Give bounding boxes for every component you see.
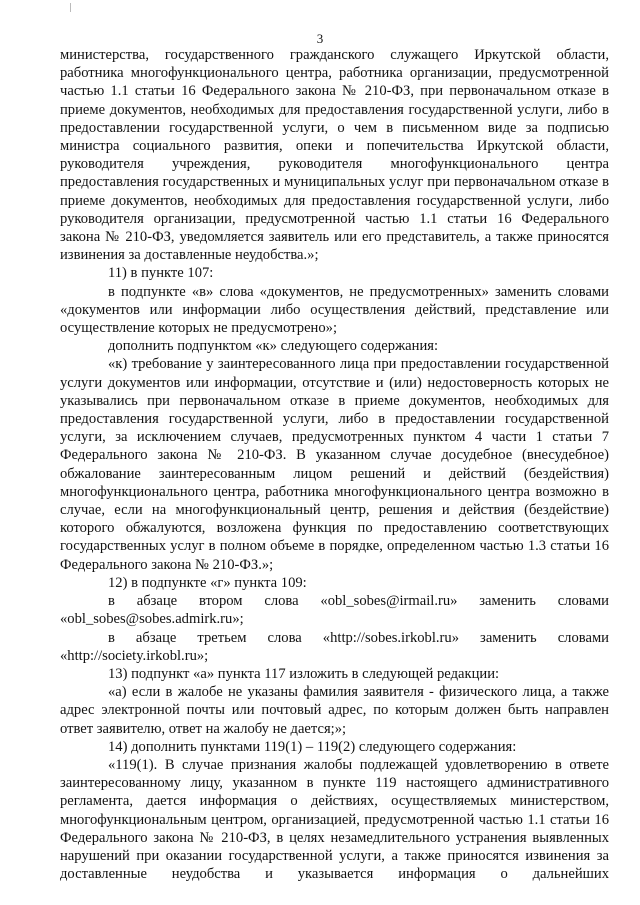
- page-number: 3: [316, 31, 324, 46]
- paragraph-9: 13) подпункт «а» пункта 117 изложить в следующей редакции:: [108, 665, 500, 682]
- scan-mark: [70, 3, 71, 12]
- document-body: [60, 46, 609, 883]
- paragraph-11: 14) дополнить пунктами 119(1) – 119(2) следующего содержания:: [108, 738, 517, 755]
- paragraph-4: дополнить подпунктом «к» следующего содержания:: [108, 338, 439, 355]
- paragraph-7: в абзаце втором слова «obl_sobes@irmail.ru» заменить словами «obl_sobes@sobes.admirk.ru»;: [60, 593, 609, 628]
- paragraph-10: «а) если в жалобе не указаны фамилия заявителя - физического лица, а также адрес электронной почты или почтовый адрес, по которым должен быть направлен ответ заявителю, ответ на жалобу не дается;»;: [60, 684, 609, 737]
- paragraph-8: в абзаце третьем слова «http://sobes.irkobl.ru» заменить словами «http://society.irkobl.ru»;: [60, 629, 609, 664]
- paragraph-3: в подпункте «в» слова «документов, не предусмотренных» заменить словами «документов или информации либо осуществления действий, представление или осуществление которых не предусмотрено»;: [60, 283, 609, 337]
- paragraph-2: 11) в пункте 107:: [108, 265, 214, 282]
- paragraph-12: «119(1). В случае признания жалобы подлежащей удовлетворению в ответе заинтересованному лицу, указанном в пункте 119 настоящего административного регламента, дается информация о действиях, осуществляемых министерством, многофункциональным центром, организацией, предусмотренной частью 1.1 статьи 16 Федерального закона № 210-ФЗ, в целях незамедлительного устранения выявленных нарушений при оказании государственной услуги, а также приносятся извинения за доставленные неудобства и указывается информация о дальнейших: [60, 756, 609, 883]
- paragraph-1: министерства, государственного гражданского служащего Иркутской области, работника многофункционального центра, работника организации, предусмотренной частью 1.1 статьи 16 Федерального закона № 210-ФЗ, при первоначальном отказе в приеме документов, необходимых для предоставления государственной услуги, либо в предоставлении государственной услуги, о чем в письменном виде за подписью министра социального развития, опеки и попечительства Иркутской области, руководителя учреждения, руководителя многофункционального центра предоставления государственных и муниципальных услуг при первоначальном отказе в приеме документов, необходимых для предоставления государственной услуги, либо руководителя организации, предусмотренной частью 1.1 статьи 16 Федерального закона № 210-ФЗ, уведомляется заявитель или его представитель, а также приносятся извинения за доставленные неудобства.»;: [60, 47, 609, 264]
- paragraph-6: 12) в подпункте «г» пункта 109:: [108, 574, 307, 591]
- paragraph-5: «к) требование у заинтересованного лица при предоставлении государственной услуги документов или информации, отсутствие и (или) недостоверность которых не указывались при первоначальном отказе в приеме документов, необходимых для предоставления государственной услуги, либо в предоставлении государственной услуги, за исключением случаев, предусмотренных пунктом 4 части 1 статьи 7 Федерального закона № 210-ФЗ. В указанном случае досудебное (внесудебное) обжалование заинтересованным лицом решений и действий (бездействия) многофункционального центра, работника многофункционального центра возможно в случае, если на многофункциональный центр, решения и действия (бездействие) которого обжалуются, возложена функция по предоставлению соответствующих государственных услуг в полном объеме в порядке, определенном частью 1.3 статьи 16 Федерального закона № 210-ФЗ.»;: [60, 356, 609, 573]
